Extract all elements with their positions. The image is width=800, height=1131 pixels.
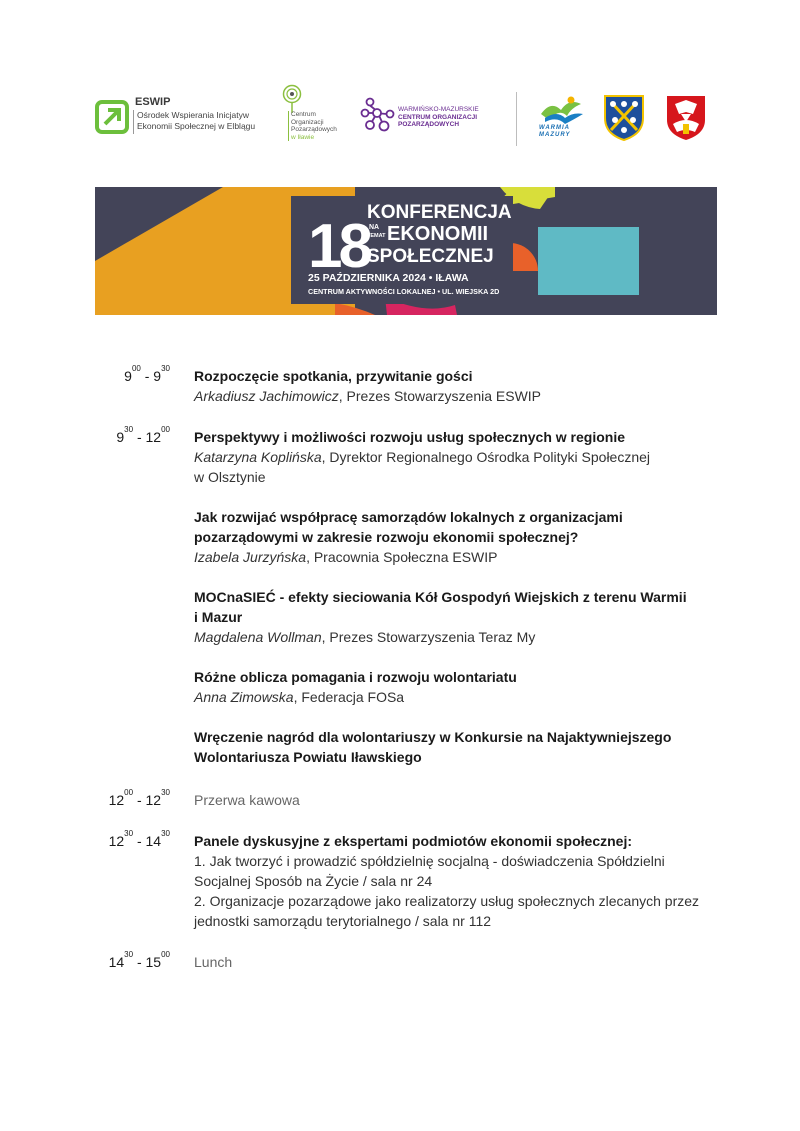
wm-cop-logo (360, 96, 510, 138)
eswip-subtitle-line1: Ośrodek Wspierania Inicjatyw (137, 110, 249, 120)
speaker-role: , Prezes Stowarzyszenia Teraz My (321, 629, 536, 645)
panel-line: 2. Organizacje pozarządowe jako realizatorzy usług społecznych zlecanych przez (194, 893, 700, 909)
coffee-break: Przerwa kawowa (194, 792, 300, 808)
entry-content (194, 427, 724, 767)
panel-line: Socjalnej Sposób na Życie / sala nr 24 (194, 873, 433, 889)
partner-logos (0, 0, 800, 160)
talk-title: MOCnaSIEĆ - efekty sieciowania Kół Gospodyń Wiejskich z terenu Warmii (194, 589, 687, 605)
banner-venue: CENTRUM AKTYWNOŚCI LOKALNEJ • UL. WIEJSKA 2D (308, 287, 500, 296)
cop-line1: Centrum (291, 111, 316, 118)
talk-title-cont: Wolontariusza Powiatu Iławskiego (194, 749, 422, 765)
speaker-name: Anna Zimowska (194, 689, 294, 705)
talk-speaker (194, 627, 724, 647)
banner-number: 18 (308, 212, 369, 281)
cop-line4: w Iławie (291, 133, 315, 141)
eswip-arrow-icon (95, 100, 129, 134)
banner-temat: TEMAT (367, 233, 386, 239)
wm-network-icon (360, 96, 396, 136)
warmia-line1: WARMIA (539, 125, 570, 131)
warmia-line2: MAZURY (539, 132, 571, 138)
eswip-logo (95, 96, 265, 140)
banner-title-line2: EKONOMII (387, 223, 489, 245)
logo-divider (516, 92, 517, 146)
speaker-role: , Pracownia Społeczna ESWIP (306, 549, 498, 565)
eswip-divider (133, 110, 134, 134)
time-range: $14^{30} - 15^{00}$ (108, 950, 170, 970)
cop-text (288, 111, 361, 141)
talk-title-cont: pozarządowymi w zakresie rozwoju ekonomii społecznej? (194, 529, 579, 545)
warmia-text (539, 125, 571, 139)
cop-circle-icon (280, 84, 304, 114)
entry-content (194, 831, 724, 931)
banner-title-line3: SPOŁECZNEJ (367, 246, 494, 267)
time-range: $12^{30} - 14^{30}$ (108, 829, 170, 849)
cop-line3: Pozarządowych (291, 126, 337, 133)
panel-title: Panele dyskusyjne z ekspertami podmiotów ekonomii społecznej: (194, 833, 633, 849)
wm-line2: CENTRUM ORGANIZACJI (398, 113, 478, 121)
entry-content (194, 366, 724, 406)
talk-speaker (194, 687, 724, 707)
talk-title: Wręczenie nagród dla wolontariuszy w Konkursie na Najaktywniejszego (194, 729, 672, 745)
wm-text (398, 106, 479, 129)
banner-na: NA (369, 224, 380, 231)
warmia-mazury-logo (537, 94, 585, 146)
lunch: Lunch (194, 954, 233, 970)
cop-ilawa-logo (280, 84, 350, 144)
wm-line1: WARMIŃSKO-MAZURSKIE (398, 106, 479, 113)
speaker-name: Katarzyna Koplińska (194, 449, 322, 465)
talk-item (194, 427, 724, 487)
panel-line: 1. Jak tworzyć i prowadzić spółdzielnię socjalną - doświadczenia Spółdzielni (194, 853, 665, 869)
conference-banner (95, 187, 717, 315)
talk-item (194, 667, 724, 707)
time-range: $9^{00} - 9^{30}$ (124, 364, 170, 384)
eswip-subtitle-line2: Ekonomii Społecznej w Elblągu (137, 121, 256, 131)
eswip-name: ESWIP (135, 96, 171, 108)
time-range: $9^{30} - 12^{00}$ (116, 425, 170, 445)
talk-speaker (194, 547, 724, 567)
talk-item (194, 507, 724, 567)
speaker-role: , Federacja FOSa (293, 689, 405, 705)
warmia-mazury-icon (537, 94, 585, 126)
entry-title: Rozpoczęcie spotkania, przywitanie gości (194, 368, 473, 384)
panel-line: jednostki samorządu terytorialnego / sala nr 112 (194, 913, 492, 929)
talk-title: Jak rozwijać współpracę samorządów lokalnych z organizacjami (194, 509, 623, 525)
speaker-role-cont: w Olsztynie (194, 469, 266, 485)
speaker-name: Arkadiusz Jachimowicz (194, 388, 339, 404)
eswip-subtitle (137, 110, 287, 132)
banner-date: 25 PAŹDZIERNIKA 2024 • IŁAWA (308, 272, 469, 284)
talk-title: Różne oblicza pomagania i rozwoju wolontariatu (194, 669, 517, 685)
speaker-name: Izabela Jurzyńska (194, 549, 307, 565)
cop-line2: Organizacji (291, 118, 324, 126)
time-range: $12^{00} - 12^{30}$ (108, 788, 170, 808)
powiat-coat-of-arms-icon (603, 94, 645, 142)
banner-teal-shape (538, 227, 639, 295)
region-coat-of-arms-icon (665, 94, 707, 142)
talk-title: Perspektywy i możliwości rozwoju usług społecznych w regionie (194, 429, 625, 445)
talk-item (194, 587, 724, 647)
speaker-role: , Dyrektor Regionalnego Ośrodka Polityki Społecznej (321, 449, 651, 465)
talk-title-cont: i Mazur (194, 609, 243, 625)
entry-speaker (194, 386, 724, 406)
wm-line3: POZARZĄDOWYCH (398, 121, 460, 128)
banner-title-line1: KONFERENCJA (367, 202, 512, 223)
speaker-role: , Prezes Stowarzyszenia ESWIP (338, 388, 542, 404)
talk-item (194, 727, 724, 767)
speaker-name: Magdalena Wollman (194, 629, 322, 645)
talk-speaker (194, 447, 724, 467)
